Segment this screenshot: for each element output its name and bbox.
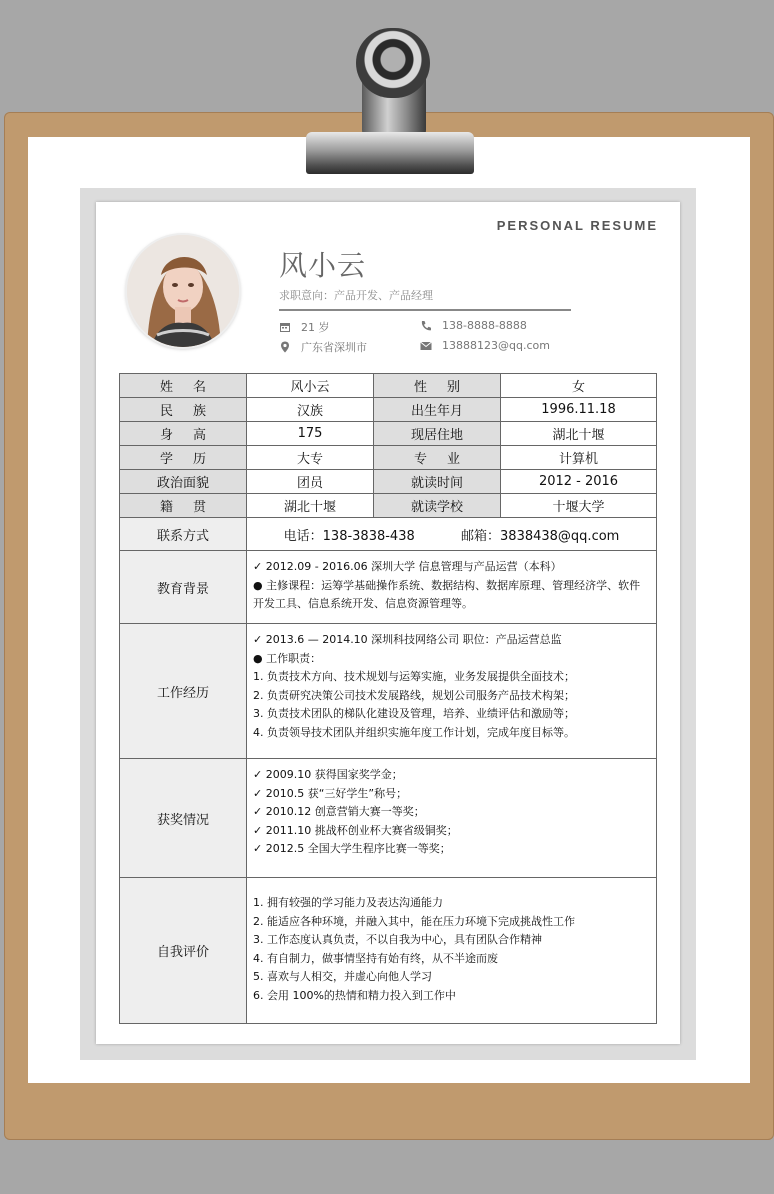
location-text: 广东省深圳市: [301, 341, 367, 354]
field-value: 1996.11.18: [501, 398, 657, 422]
full-name: 风小云: [279, 249, 367, 282]
field-value: 十堰大学: [501, 494, 657, 518]
list-item: 1. 拥有较强的学习能力及表达沟通能力: [253, 896, 443, 909]
field-label: 专业: [374, 446, 501, 470]
calendar-icon: [279, 321, 291, 333]
phone-info: [420, 319, 527, 332]
list-item: ✓ 2010.5 获“三好学生”称号；: [253, 786, 408, 800]
field-value: 湖北十堰: [501, 422, 657, 446]
contact-values: [247, 518, 657, 551]
list-item: ● 工作职责：: [253, 651, 322, 665]
avatar: [127, 235, 239, 347]
field-label: 就读时间: [374, 470, 501, 494]
list-item: 开发工具、信息系统开发、信息资源管理等。: [253, 597, 473, 610]
clip-ring: [356, 28, 430, 98]
field-value: 女: [501, 374, 657, 398]
list-item: 3. 负责技术团队的梯队化建设及管理，培养、业绩评估和激励等；: [253, 707, 575, 720]
list-item: 3. 工作态度认真负责，不以自我为中心，具有团队合作精神: [253, 933, 542, 946]
field-label: 性别: [374, 374, 501, 398]
email-text: 13888123@qq.com: [442, 339, 550, 352]
resume-table: [119, 373, 657, 1024]
list-item: ✓ 2013.6 — 2014.10 深圳科技网络公司 职位：产品运营总监: [253, 633, 562, 646]
field-label: 现居住地: [374, 422, 501, 446]
contact-phone: 电话：138-3838-438: [283, 528, 415, 544]
education-row: [120, 551, 657, 624]
job-objective: 求职意向：产品开发、产品经理: [279, 289, 433, 302]
list-item: 2. 能适应各种环境，并融入其中，能在压力环境下完成挑战性工作: [253, 914, 575, 928]
age-text: 21 岁: [301, 321, 330, 334]
field-label: 政治面貌: [120, 470, 247, 494]
work-content: [247, 624, 657, 759]
field-label: 出生年月: [374, 398, 501, 422]
field-value: 计算机: [501, 446, 657, 470]
list-item: ✓ 2012.09 - 2016.06 深圳大学 信息管理与产品运营（本科）: [253, 560, 562, 573]
list-item: 6. 会用 100%的热情和精力投入到工作中: [253, 988, 456, 1002]
field-value: 大专: [247, 446, 374, 470]
location-info: [279, 339, 367, 355]
list-item: 1. 负责技术方向、技术规划与运筹实施，业务发展提供全面技术；: [253, 670, 575, 683]
list-item: 5. 喜欢与人相交，并虚心向他人学习: [253, 970, 432, 983]
table-row: [120, 470, 657, 494]
awards-content: [247, 759, 657, 878]
field-value: 2012 - 2016: [501, 470, 657, 494]
field-value: 风小云: [247, 374, 374, 398]
location-icon: [279, 341, 291, 353]
binder-clip: [306, 132, 474, 174]
field-value: 团员: [247, 470, 374, 494]
header-divider: [279, 309, 571, 311]
self-row: [120, 878, 657, 1024]
list-item: 4. 有自制力，做事情坚持有始有终，从不半途而废: [253, 951, 498, 965]
table-row: [120, 494, 657, 518]
table-row: [120, 446, 657, 470]
email-info: [420, 339, 550, 352]
list-item: ✓ 2009.10 获得国家奖学金；: [253, 768, 403, 781]
contact-email: 邮箱：3838438@qq.com: [461, 528, 620, 544]
resume-label: PERSONAL RESUME: [496, 218, 658, 233]
list-item: ✓ 2012.5 全国大学生程序比赛一等奖；: [253, 842, 451, 855]
age-info: [279, 319, 330, 335]
contact-row: [120, 518, 657, 551]
phone-text: 138-8888-8888: [442, 319, 527, 332]
field-label: 民族: [120, 398, 247, 422]
self-content: [247, 878, 657, 1024]
list-item: 2. 负责研究决策公司技术发展路线，规划公司服务产品技术构架；: [253, 688, 575, 702]
field-label: 籍贯: [120, 494, 247, 518]
awards-row: [120, 759, 657, 878]
table-row: [120, 374, 657, 398]
list-item: ✓ 2011.10 挑战杯创业杯大赛省级铜奖；: [253, 823, 458, 837]
section-label: 工作经历: [120, 624, 247, 759]
field-label: 学历: [120, 446, 247, 470]
section-label: 获奖情况: [120, 759, 247, 878]
work-row: [120, 624, 657, 759]
mail-icon: [420, 340, 432, 352]
phone-icon: [420, 320, 432, 332]
section-label: 教育背景: [120, 551, 247, 624]
table-row: [120, 398, 657, 422]
field-label: 姓名: [120, 374, 247, 398]
section-label: 联系方式: [120, 518, 247, 551]
table-row: [120, 422, 657, 446]
field-label: 就读学校: [374, 494, 501, 518]
education-content: [247, 551, 657, 624]
list-item: ● 主修课程：运筹学基础操作系统、数据结构、数据库原理、管理经济学、软件: [253, 578, 641, 592]
field-value: 湖北十堰: [247, 494, 374, 518]
field-label: 身高: [120, 422, 247, 446]
section-label: 自我评价: [120, 878, 247, 1024]
list-item: 4. 负责领导技术团队并组织实施年度工作计划，完成年度目标等。: [253, 725, 575, 739]
field-value: 汉族: [247, 398, 374, 422]
field-value: 175: [247, 422, 374, 446]
list-item: ✓ 2010.12 创意营销大赛一等奖；: [253, 805, 425, 818]
